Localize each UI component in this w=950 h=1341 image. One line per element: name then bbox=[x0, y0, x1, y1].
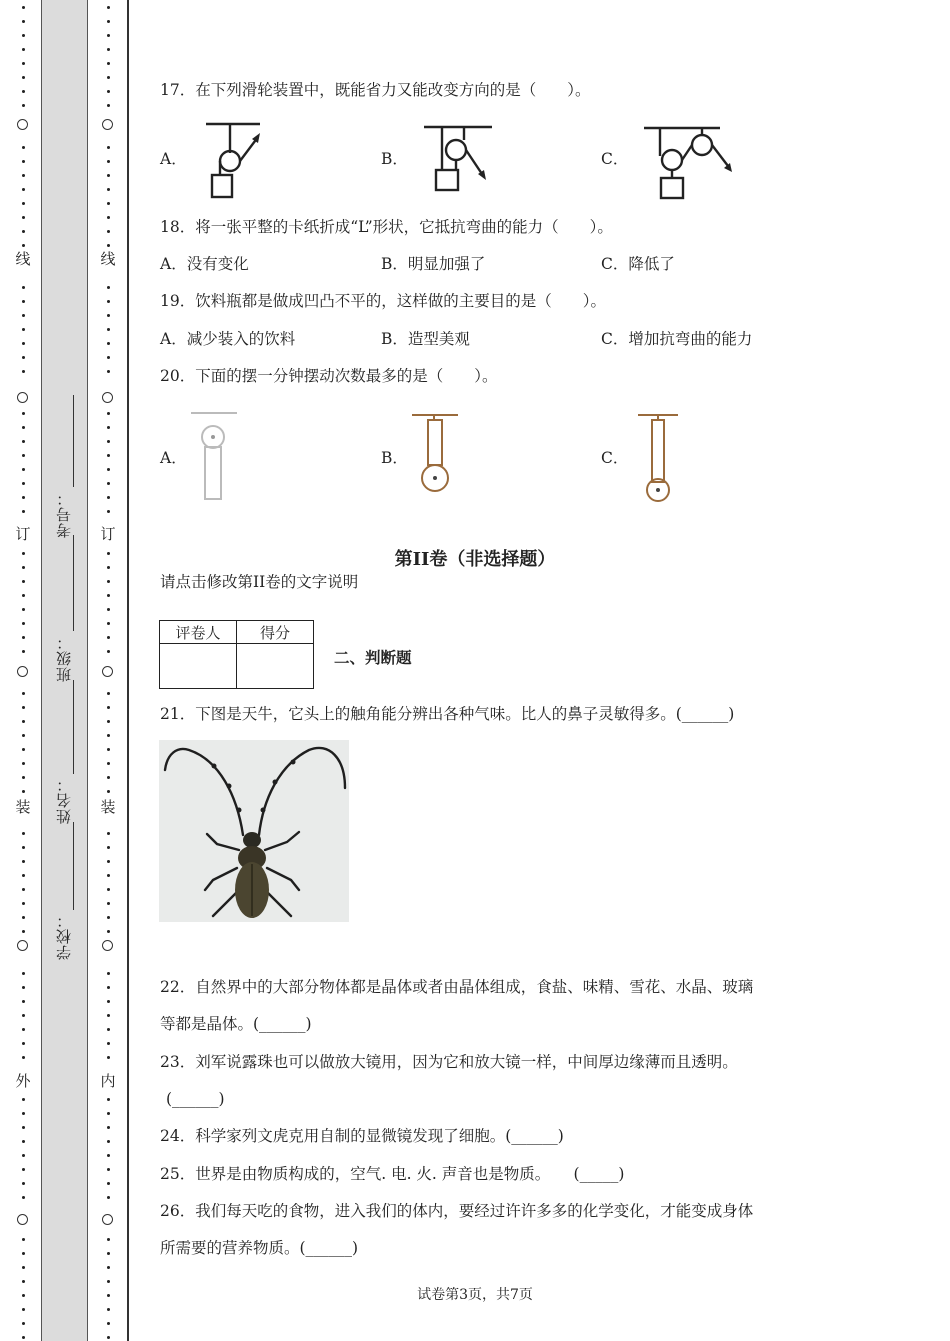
field-exam-number-line[interactable] bbox=[73, 395, 74, 487]
q18-option-b[interactable]: B．明显加强了 bbox=[381, 255, 486, 273]
field-exam-number-label: 考号： bbox=[55, 490, 73, 538]
cut-line-dot bbox=[107, 216, 110, 219]
cut-line-dot bbox=[22, 20, 25, 23]
ring-icon bbox=[17, 940, 28, 951]
cut-line-dot bbox=[22, 468, 25, 471]
pulley-fixed-icon bbox=[200, 115, 280, 205]
cut-line-dot bbox=[107, 356, 110, 359]
q20-option-b-label[interactable]: B． bbox=[381, 449, 408, 467]
cut-line-dot bbox=[107, 1322, 110, 1325]
cut-line-dot bbox=[107, 1252, 110, 1255]
binding-line-inner bbox=[127, 0, 129, 1341]
margin-char-ding-outer: 订 bbox=[15, 525, 31, 543]
cut-line-dot bbox=[107, 846, 110, 849]
question-25: 25．世界是由物质构成的，空气. 电. 火. 声音也是物质。 (_____) bbox=[160, 1165, 625, 1183]
cut-line-dot bbox=[22, 1252, 25, 1255]
margin-char-ding-inner: 订 bbox=[100, 525, 116, 543]
cut-line-dot bbox=[22, 776, 25, 779]
pulley-block-icon bbox=[640, 120, 740, 200]
section-2-note: 请点击修改第II卷的文字说明 bbox=[160, 573, 359, 591]
margin-char-xian-outer: 线 bbox=[15, 250, 31, 268]
score-header-grader: 评卷人 bbox=[160, 621, 237, 644]
question-23-line-1: 23．刘军说露珠也可以做放大镜用，因为它和放大镜一样，中间厚边缘薄而且透明。 bbox=[160, 1053, 738, 1071]
section-heading-judgement: 二、判断题 bbox=[334, 648, 412, 667]
question-22-line-2: 等都是晶体。(______) bbox=[160, 1015, 312, 1033]
cut-line-dot bbox=[22, 650, 25, 653]
cut-line-dot bbox=[22, 286, 25, 289]
cut-line-dot bbox=[22, 1196, 25, 1199]
cut-line-dot bbox=[22, 832, 25, 835]
cut-line-dot bbox=[22, 734, 25, 737]
cut-line-dot bbox=[107, 706, 110, 709]
cut-line-dot bbox=[22, 188, 25, 191]
cut-line-dot bbox=[22, 1308, 25, 1311]
q20-option-a-label[interactable]: A． bbox=[160, 449, 187, 467]
cut-line-dot bbox=[22, 916, 25, 919]
question-18-stem: 18．将一张平整的卡纸折成“L”形状，它抵抗弯曲的能力（ ）。 bbox=[160, 218, 613, 236]
margin-char-zhuang-inner: 装 bbox=[100, 798, 116, 816]
cut-line-dot bbox=[107, 188, 110, 191]
margin-char-nei-inner: 内 bbox=[100, 1072, 116, 1090]
cut-line-dot bbox=[22, 608, 25, 611]
q19-option-b[interactable]: B．造型美观 bbox=[381, 330, 470, 348]
cut-line-dot bbox=[107, 202, 110, 205]
cut-line-dot bbox=[22, 594, 25, 597]
cut-line-dot bbox=[22, 692, 25, 695]
cut-line-dot bbox=[22, 888, 25, 891]
cut-line-dot bbox=[107, 146, 110, 149]
cut-line-dot bbox=[22, 706, 25, 709]
cut-line-dot bbox=[107, 1168, 110, 1171]
cut-line-dot bbox=[107, 90, 110, 93]
cut-line-dot bbox=[107, 1336, 110, 1339]
cut-line-dot bbox=[107, 790, 110, 793]
cut-line-dot bbox=[22, 76, 25, 79]
question-20-stem: 20．下面的摆一分钟摆动次数最多的是（ ）。 bbox=[160, 367, 498, 385]
cut-line-dot bbox=[107, 244, 110, 247]
score-table bbox=[159, 620, 314, 689]
cut-line-dot bbox=[107, 1098, 110, 1101]
cut-line-dot bbox=[22, 342, 25, 345]
ring-icon bbox=[102, 666, 113, 677]
cut-line-dot bbox=[22, 1056, 25, 1059]
cut-line-dot bbox=[22, 244, 25, 247]
score-cell-grader[interactable] bbox=[160, 644, 237, 689]
question-26-line-2: 所需要的营养物质。(______) bbox=[160, 1239, 359, 1257]
question-23-line-2: (______) bbox=[166, 1090, 225, 1108]
cut-line-dot bbox=[22, 1322, 25, 1325]
cut-line-dot bbox=[107, 1140, 110, 1143]
cut-line-dot bbox=[107, 1056, 110, 1059]
cut-line-dot bbox=[22, 216, 25, 219]
cut-line-dot bbox=[22, 874, 25, 877]
cut-line-dot bbox=[107, 594, 110, 597]
cut-line-dot bbox=[22, 1126, 25, 1129]
cut-line-dot bbox=[22, 454, 25, 457]
cut-line-dot bbox=[22, 300, 25, 303]
ring-icon bbox=[102, 940, 113, 951]
cut-line-dot bbox=[107, 1028, 110, 1031]
pulley-movable-icon bbox=[420, 120, 500, 200]
cut-line-dot bbox=[22, 1140, 25, 1143]
cut-line-dot bbox=[22, 1154, 25, 1157]
cut-line-dot bbox=[107, 748, 110, 751]
field-class-label: 班级： bbox=[55, 634, 73, 682]
cut-line-dot bbox=[107, 874, 110, 877]
q18-option-c[interactable]: C．降低了 bbox=[601, 255, 675, 273]
cut-line-dot bbox=[107, 174, 110, 177]
cut-line-dot bbox=[22, 1000, 25, 1003]
field-school-line[interactable] bbox=[73, 822, 74, 910]
cut-line-dot bbox=[22, 1112, 25, 1115]
cut-line-dot bbox=[107, 972, 110, 975]
cut-line-dot bbox=[107, 20, 110, 23]
cut-line-dot bbox=[22, 972, 25, 975]
cut-line-dot bbox=[107, 608, 110, 611]
cut-line-dot bbox=[22, 846, 25, 849]
cut-line-dot bbox=[22, 328, 25, 331]
cut-line-dot bbox=[107, 692, 110, 695]
ring-icon bbox=[17, 119, 28, 130]
cut-line-dot bbox=[22, 482, 25, 485]
section-2-title: 第II卷（非选择题） bbox=[394, 549, 556, 570]
q17-option-c-label[interactable]: C． bbox=[601, 150, 629, 168]
ring-icon bbox=[17, 666, 28, 677]
field-name-label: 姓名： bbox=[55, 776, 73, 824]
q19-option-a[interactable]: A．减少装入的饮料 bbox=[160, 330, 296, 348]
cut-line-dot bbox=[22, 748, 25, 751]
cut-line-dot bbox=[107, 1196, 110, 1199]
cut-line-dot bbox=[22, 426, 25, 429]
cut-line-dot bbox=[107, 930, 110, 933]
cut-line-dot bbox=[107, 482, 110, 485]
cut-line-dot bbox=[107, 1042, 110, 1045]
cut-line-dot bbox=[22, 790, 25, 793]
cut-line-dot bbox=[22, 146, 25, 149]
cut-line-dot bbox=[107, 1308, 110, 1311]
ring-icon bbox=[102, 1214, 113, 1225]
cut-line-dot bbox=[22, 174, 25, 177]
cut-line-dot bbox=[107, 426, 110, 429]
cut-line-dot bbox=[107, 48, 110, 51]
cut-line-dot bbox=[107, 776, 110, 779]
cut-line-dot bbox=[107, 1182, 110, 1185]
cut-line-dot bbox=[107, 734, 110, 737]
cut-line-dot bbox=[107, 314, 110, 317]
cut-line-dot bbox=[22, 1168, 25, 1171]
cut-line-dot bbox=[22, 412, 25, 415]
cut-line-dot bbox=[107, 6, 110, 9]
cut-line-dot bbox=[22, 48, 25, 51]
score-header-score: 得分 bbox=[237, 621, 314, 644]
cut-line-dot bbox=[107, 1154, 110, 1157]
cut-line-dot bbox=[107, 986, 110, 989]
cut-line-dot bbox=[22, 720, 25, 723]
pendulum-b-icon bbox=[408, 410, 468, 505]
cut-line-dot bbox=[107, 622, 110, 625]
cut-line-dot bbox=[107, 1280, 110, 1283]
cut-line-dot bbox=[107, 342, 110, 345]
cut-line-dot bbox=[107, 650, 110, 653]
cut-line-dot bbox=[22, 930, 25, 933]
ring-icon bbox=[17, 1214, 28, 1225]
cut-line-dot bbox=[22, 1280, 25, 1283]
cut-line-dot bbox=[22, 440, 25, 443]
cut-line-dot bbox=[22, 1266, 25, 1269]
cut-line-dot bbox=[107, 832, 110, 835]
cut-line-dot bbox=[107, 160, 110, 163]
cut-line-dot bbox=[22, 902, 25, 905]
cut-line-dot bbox=[107, 286, 110, 289]
cut-line-dot bbox=[22, 580, 25, 583]
cut-line-dot bbox=[22, 510, 25, 513]
longhorn-beetle-image bbox=[159, 740, 349, 922]
q19-option-c[interactable]: C．增加抗弯曲的能力 bbox=[601, 330, 753, 348]
cut-line-dot bbox=[22, 34, 25, 37]
cut-line-dot bbox=[107, 1000, 110, 1003]
margin-char-wai-outer: 外 bbox=[15, 1072, 31, 1090]
q20-option-c-label[interactable]: C． bbox=[601, 449, 629, 467]
cut-line-dot bbox=[107, 1238, 110, 1241]
cut-line-dot bbox=[22, 860, 25, 863]
question-22-line-1: 22．自然界中的大部分物体都是晶体或者由晶体组成，食盐、味精、雪花、水晶、玻璃 bbox=[160, 978, 754, 996]
cut-line-dot bbox=[22, 1098, 25, 1101]
cut-line-dot bbox=[22, 356, 25, 359]
field-name-line[interactable] bbox=[73, 680, 74, 774]
cut-line-dot bbox=[22, 1182, 25, 1185]
cut-line-dot bbox=[107, 230, 110, 233]
cut-line-dot bbox=[22, 370, 25, 373]
cut-line-dot bbox=[22, 1238, 25, 1241]
ring-icon bbox=[102, 119, 113, 130]
cut-line-dot bbox=[107, 860, 110, 863]
pendulum-a-icon bbox=[185, 405, 245, 505]
cut-line-dot bbox=[22, 1336, 25, 1339]
page-footer: 试卷第3页，共7页 bbox=[417, 1287, 533, 1303]
cut-line-dot bbox=[22, 90, 25, 93]
cut-line-dot bbox=[107, 510, 110, 513]
margin-char-zhuang-outer: 装 bbox=[15, 798, 31, 816]
cut-line-dot bbox=[22, 986, 25, 989]
pendulum-c-icon bbox=[630, 410, 690, 505]
cut-line-dot bbox=[22, 496, 25, 499]
cut-line-dot bbox=[107, 1126, 110, 1129]
cut-line-dot bbox=[107, 328, 110, 331]
cut-line-dot bbox=[22, 314, 25, 317]
ring-icon bbox=[17, 392, 28, 403]
q17-option-b-label[interactable]: B． bbox=[381, 150, 408, 168]
q17-option-a-label[interactable]: A． bbox=[160, 150, 187, 168]
cut-line-dot bbox=[107, 300, 110, 303]
cut-line-dot bbox=[22, 202, 25, 205]
cut-line-dot bbox=[107, 62, 110, 65]
cut-line-dot bbox=[107, 916, 110, 919]
cut-line-dot bbox=[107, 496, 110, 499]
cut-line-dot bbox=[22, 1014, 25, 1017]
cut-line-dot bbox=[107, 1266, 110, 1269]
cut-line-dot bbox=[107, 468, 110, 471]
cut-line-dot bbox=[22, 160, 25, 163]
cut-line-dot bbox=[22, 1042, 25, 1045]
cut-line-dot bbox=[22, 762, 25, 765]
cut-line-dot bbox=[22, 622, 25, 625]
cut-line-dot bbox=[107, 888, 110, 891]
cut-line-dot bbox=[107, 34, 110, 37]
cut-line-dot bbox=[22, 6, 25, 9]
cut-line-dot bbox=[107, 1014, 110, 1017]
cut-line-dot bbox=[107, 104, 110, 107]
field-school-label: 学校： bbox=[55, 912, 73, 960]
ring-icon bbox=[102, 392, 113, 403]
question-26-line-1: 26．我们每天吃的食物，进入我们的体内，要经过许许多多的化学变化，才能变成身体 bbox=[160, 1202, 754, 1220]
cut-line-dot bbox=[107, 762, 110, 765]
cut-line-dot bbox=[22, 1028, 25, 1031]
question-24: 24．科学家列文虎克用自制的显微镜发现了细胞。(______) bbox=[160, 1127, 564, 1145]
question-19-stem: 19．饮料瓶都是做成凹凸不平的，这样做的主要目的是（ ）。 bbox=[160, 292, 606, 310]
question-21: 21．下图是天牛，它头上的触角能分辨出各种气味。比人的鼻子灵敏得多。(______) bbox=[160, 705, 735, 723]
cut-line-dot bbox=[107, 440, 110, 443]
question-17-stem: 17．在下列滑轮装置中，既能省力又能改变方向的是（ ）。 bbox=[160, 81, 591, 99]
margin-char-xian-inner: 线 bbox=[100, 250, 116, 268]
cut-line-dot bbox=[107, 370, 110, 373]
q18-option-a[interactable]: A．没有变化 bbox=[160, 255, 249, 273]
score-cell-score[interactable] bbox=[237, 644, 314, 689]
cut-line-dot bbox=[107, 454, 110, 457]
cut-line-dot bbox=[22, 230, 25, 233]
cut-line-dot bbox=[107, 636, 110, 639]
cut-line-dot bbox=[107, 76, 110, 79]
cut-line-dot bbox=[22, 104, 25, 107]
cut-line-dot bbox=[107, 902, 110, 905]
cut-line-dot bbox=[107, 1112, 110, 1115]
cut-line-dot bbox=[22, 62, 25, 65]
cut-line-dot bbox=[107, 720, 110, 723]
cut-line-dot bbox=[107, 580, 110, 583]
cut-line-dot bbox=[22, 636, 25, 639]
cut-line-dot bbox=[107, 412, 110, 415]
